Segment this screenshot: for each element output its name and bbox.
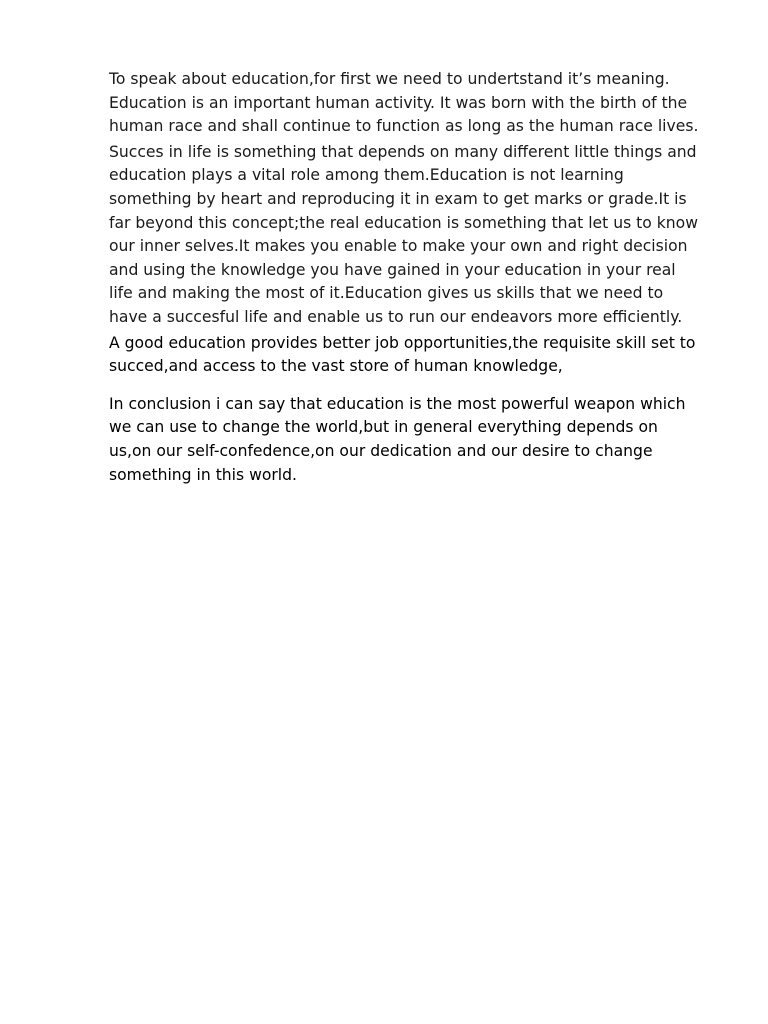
paragraph-success <box>109 141 719 330</box>
text-line: In conclusion i can say that education is the most powerful weapon which <box>109 394 686 413</box>
text-line: Education is an important human activity. It was born with the birth of the <box>109 93 688 112</box>
essay-body <box>109 68 719 487</box>
text-line: To speak about education,for first we need to undertstand it’s meaning. <box>109 70 670 88</box>
text-line: and using the knowledge you have gained in your education in your real <box>109 260 676 279</box>
text-line: life and making the most of it.Education gives us skills that we need to <box>109 284 664 303</box>
text-line: education plays a vital role among them.Education is not learning <box>109 166 624 185</box>
text-line: we can use to change the world,but in general everything depends on <box>109 418 658 437</box>
paragraph-introduction <box>109 68 719 139</box>
text-line: something in this world. <box>109 465 297 484</box>
text-line: far beyond this concept;the real education is something that let us to know <box>109 213 698 232</box>
paragraph-conclusion <box>109 393 719 487</box>
text-line: human race and shall continue to function as long as the human race lives. <box>109 117 699 136</box>
text-line: succed,and access to the vast store of human knowledge, <box>109 357 563 376</box>
text-line: something by heart and reproducing it in exam to get marks or grade.It is <box>109 189 687 208</box>
text-line: A good education provides better job opportunities,the requisite skill set to <box>109 333 696 352</box>
paragraph-opportunities <box>109 332 719 379</box>
text-line: Succes in life is something that depends on many different little things and <box>109 142 697 161</box>
text-line: our inner selves.It makes you enable to make your own and right decision <box>109 237 688 256</box>
text-line: us,on our self-confedence,on our dedication and our desire to change <box>109 441 653 460</box>
text-line: have a succesful life and enable us to run our endeavors more efficiently. <box>109 307 683 326</box>
